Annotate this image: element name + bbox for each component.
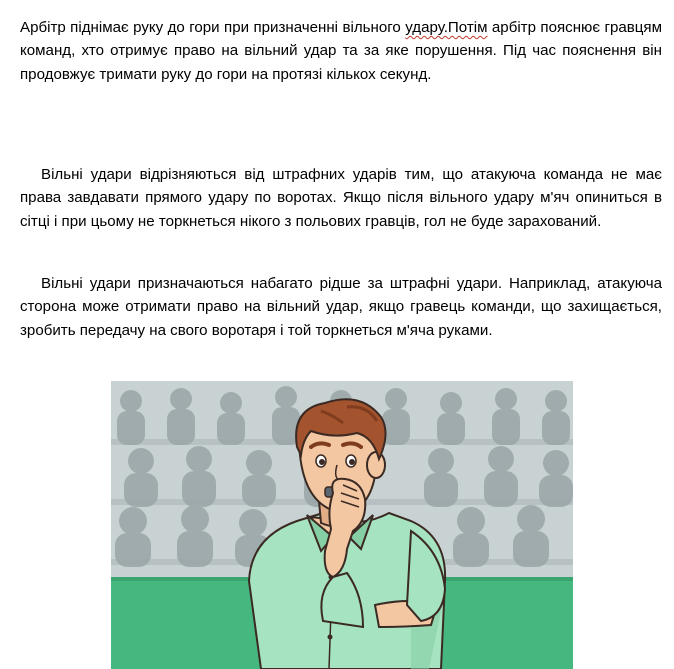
paragraph-1 bbox=[20, 16, 662, 86]
spellcheck-flagged-word[interactable]: удару.Потім bbox=[405, 19, 488, 36]
paragraph-2: Вільні удари відрізняються від штрафних ударів тим, що атакуюча команда не має права завдавати прямого удару по воротах. Якщо після вільного удару м'яч опиниться в сітці і при цьому не торкнеться нікого з польових гравців, гол не буде зарахований. bbox=[20, 166, 662, 230]
referee-illustration-svg bbox=[111, 381, 573, 669]
referee-whistle-illustration bbox=[111, 381, 573, 669]
paragraph-3: Вільні удари призначаються набагато рідше за штрафні удари. Наприклад, атакуюча сторона може отримати право на вільний удар, якщо гравець команди, що захищається, зробить передачу на свого воротаря і той торкнеться м'яча руками. bbox=[20, 275, 662, 339]
paragraph-1-end: арбітр пояснює гравцям команд, хто отримує право на вільний удар та за яке порушення. Під час пояснення він продовжує тримати руку до гори на протязі кількох секунд. bbox=[20, 19, 662, 83]
paragraph-1-start: Арбітр піднімає руку до гори при призначенні вільного bbox=[20, 19, 406, 36]
